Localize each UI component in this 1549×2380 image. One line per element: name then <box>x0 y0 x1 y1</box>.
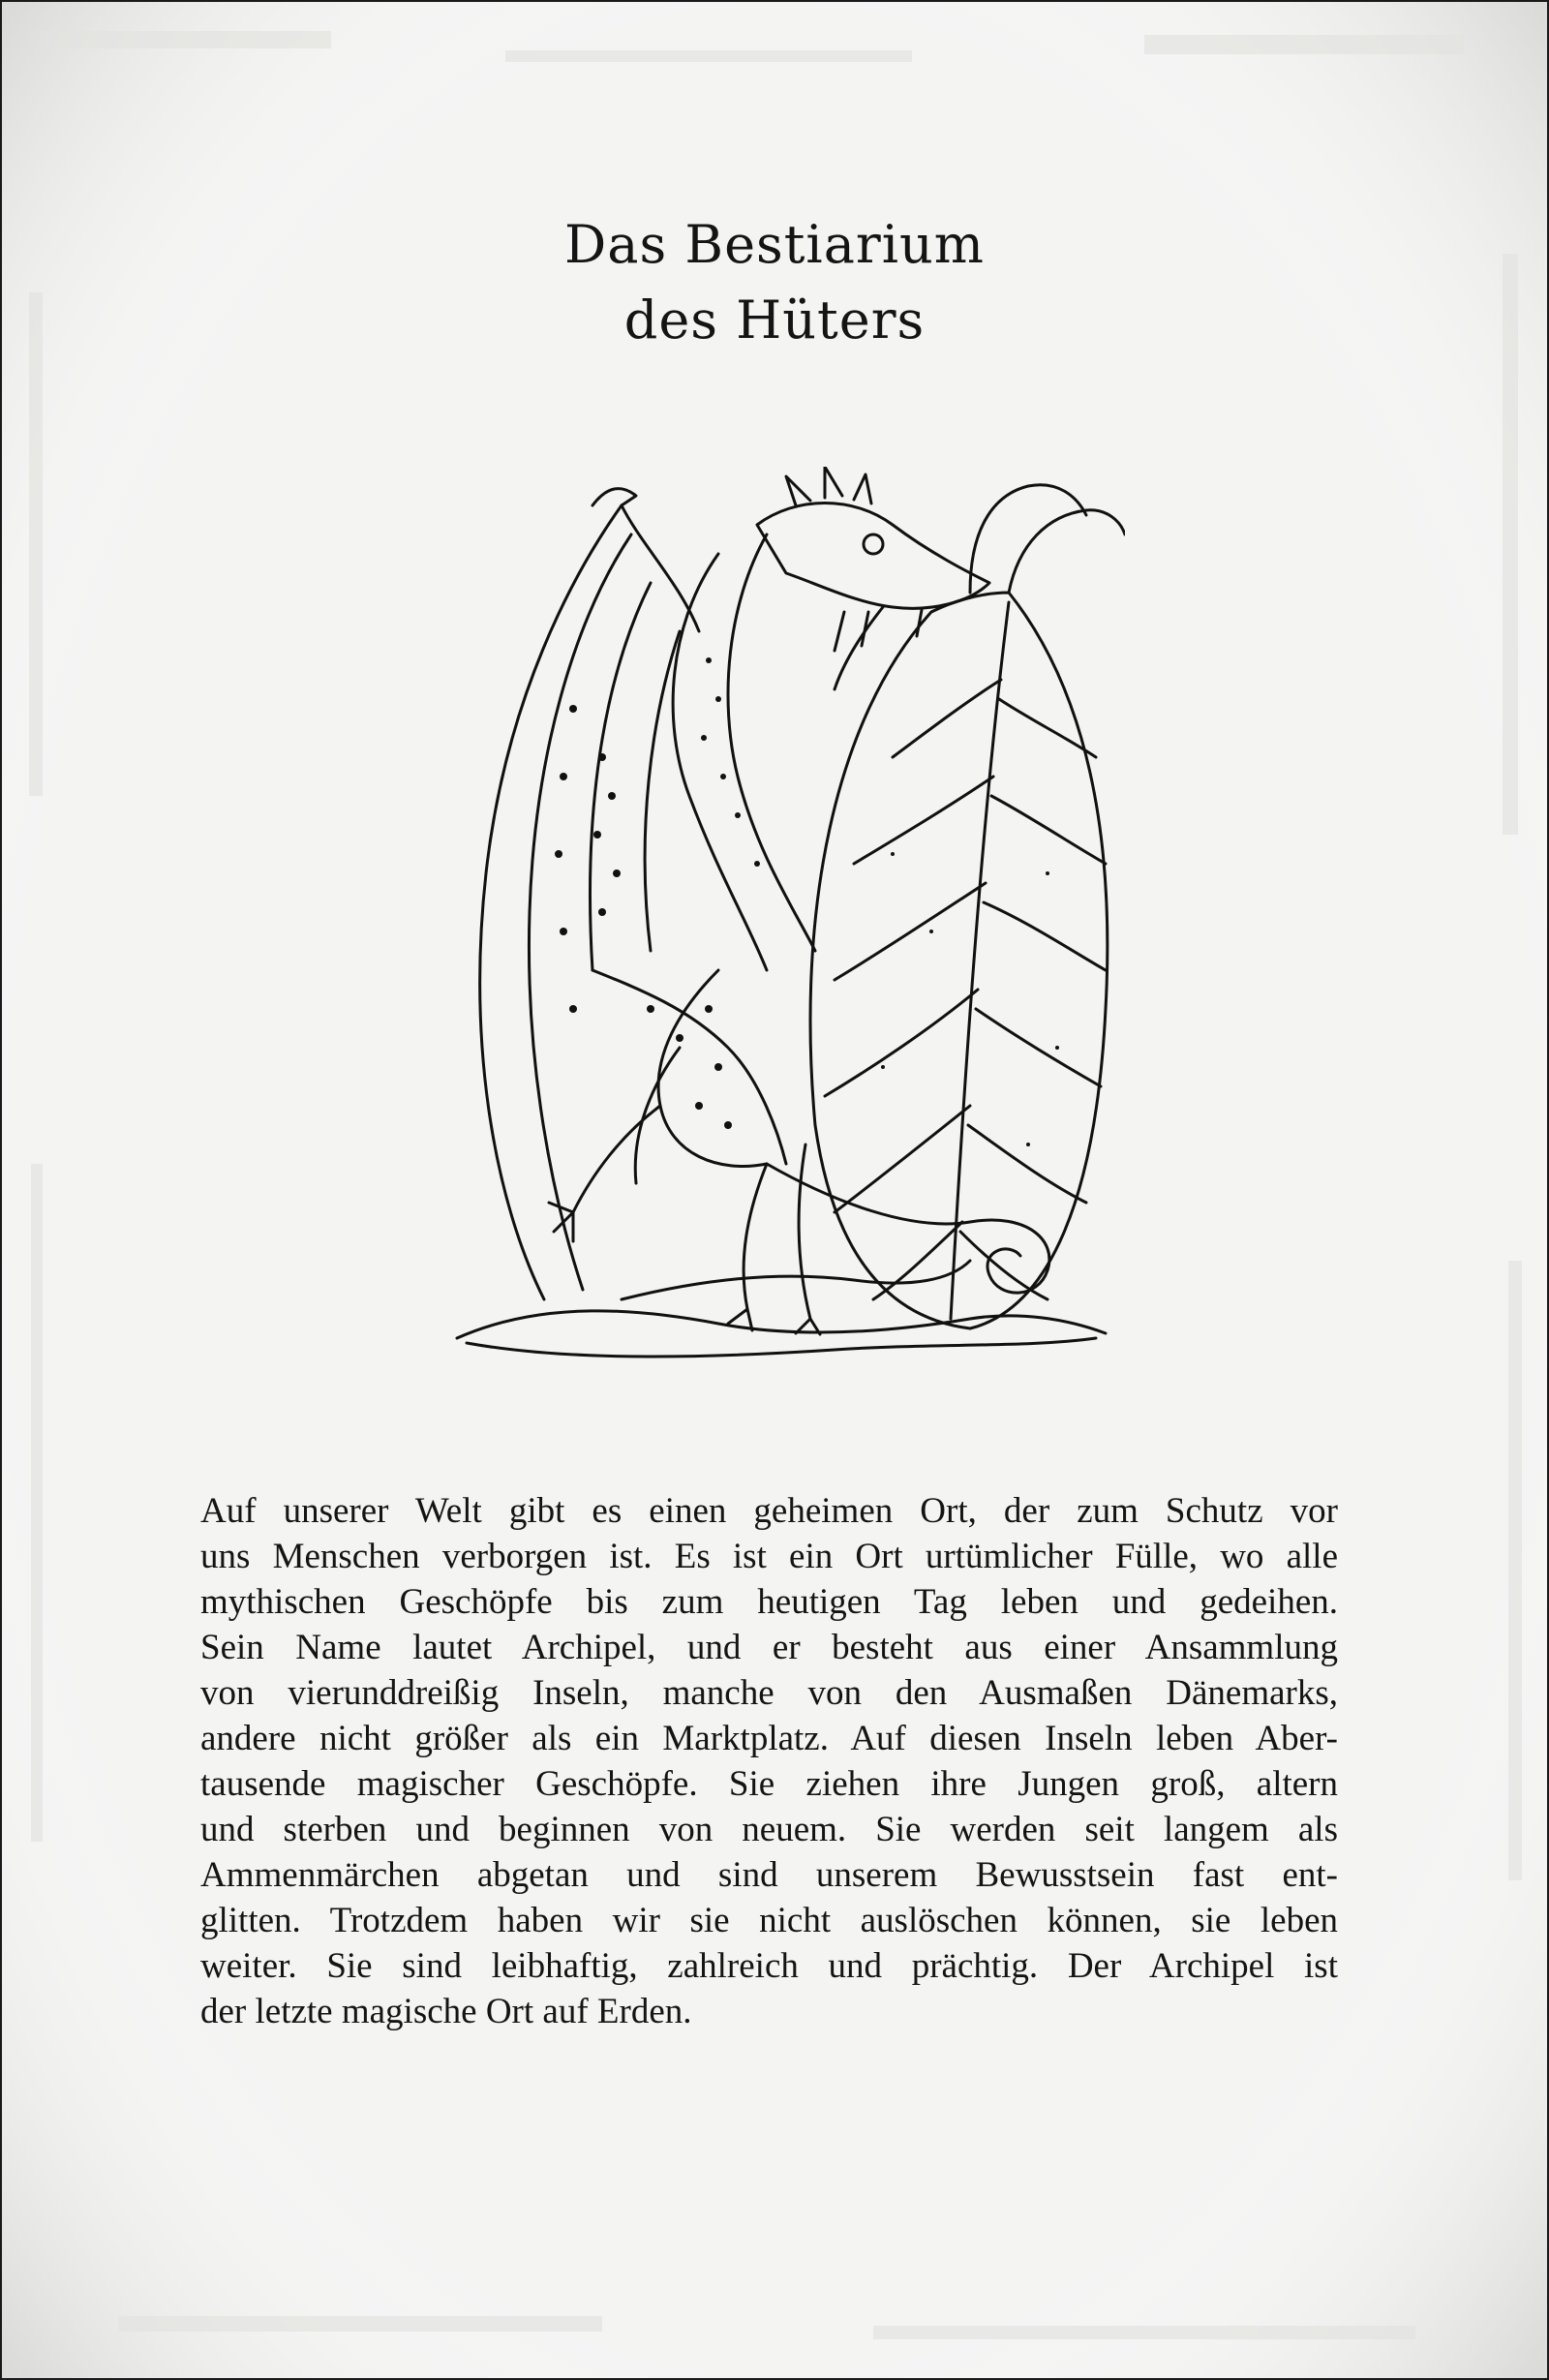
body-line-12: der letzte magische Ort auf Erden. <box>200 1992 692 2031</box>
body-line-11: weiter. Sie sind leibhaftig, zahlreich und prächtig. Der Archipel ist <box>200 1946 1338 1986</box>
title-line-2: des Hüters <box>623 290 926 351</box>
title-line-1: Das Bestiarium <box>564 214 985 275</box>
body-line-9: Ammenmärchen abgetan und sind unserem Bewusstsein fast ent- <box>200 1855 1338 1895</box>
body-line-3: mythischen Geschöpfe bis zum heutigen Tag leben und gedeihen. <box>200 1582 1338 1622</box>
page-title <box>2 207 1547 358</box>
body-line-1: Auf unserer Welt gibt es einen geheimen Ort, der zum Schutz vor <box>200 1491 1338 1531</box>
body-line-4: Sein Name lautet Archipel, und er besteht aus einer Ansammlung <box>200 1628 1338 1667</box>
body-paragraph <box>200 1488 1338 2034</box>
body-line-2: uns Menschen verborgen ist. Es ist ein Ort urtümlicher Fülle, wo alle <box>200 1537 1338 1576</box>
body-line-6: andere nicht größer als ein Marktplatz. Auf diesen Inseln leben Aber- <box>200 1719 1338 1758</box>
body-line-7: tausende magischer Geschöpfe. Sie ziehen ihre Jungen groß, altern <box>200 1764 1338 1804</box>
body-line-5: von vierunddreißig Inseln, manche von den Ausmaßen Dänemarks, <box>200 1673 1338 1713</box>
body-line-10: glitten. Trotzdem haben wir sie nicht auslöschen können, sie leben <box>200 1901 1338 1940</box>
body-line-8: und sterben und beginnen von neuem. Sie werden seit langem als <box>200 1810 1338 1849</box>
dragon-on-leaf-illustration <box>428 467 1125 1377</box>
